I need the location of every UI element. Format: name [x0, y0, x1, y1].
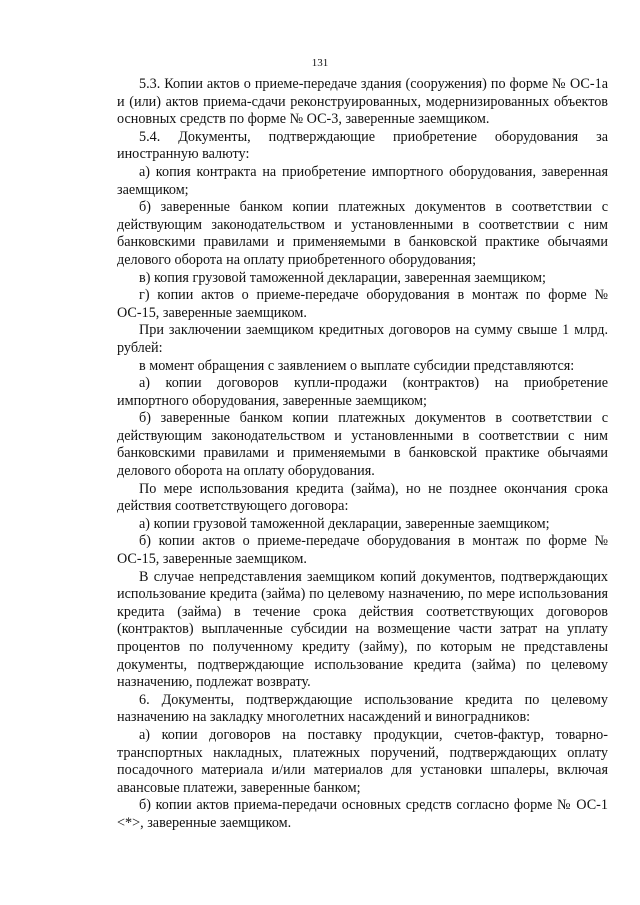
paragraph-6-b: б) копии актов приема-передачи основных средств согласно форме № ОС-1 <*>, заверенные заемщиком. [117, 797, 608, 831]
paragraph-5-4: 5.4. Документы, подтверждающие приобретение оборудования за иностранную валюту: [117, 128, 608, 163]
paragraph-at-application: в момент обращения с заявлением о выплате субсидии представляются: [139, 357, 575, 374]
paragraph-during-use-b: б) копии актов о приеме-передаче оборудования в монтаж по форме № ОС-15, заверенные заемщиком. [117, 533, 608, 568]
paragraph-during-use-a: а) копии грузовой таможенной декларации, заверенные заемщиком; [139, 515, 550, 532]
paragraph-6-a: а) копии договоров на поставку продукции, счетов-фактур, товарно-транспортных накладных, платежных поручений, подтверждающих оплату посадочного материала и/или материалов для установки шпалеры, включая авансовые платежи, заверенные банком; [117, 726, 608, 796]
paragraph-5-4-v: в) копия грузовой таможенной декларации, заверенная заемщиком; [139, 269, 546, 286]
paragraph-application-b: б) заверенные банком копии платежных документов в соответствии с действующим законодательством и установленными в соответствии с ним банковскими правилами и применяемыми в банковской практике обычаями делового оборота на оплату оборудования. [117, 410, 608, 480]
paragraph-6: 6. Документы, подтверждающие использование кредита по целевому назначению на закладку многолетних насаждений и виноградников: [117, 691, 608, 726]
paragraph-during-use: По мере использования кредита (займа), но не позднее окончания срока действия соответствующего договора: [117, 480, 608, 515]
paragraph-non-submission: В случае непредставления заемщиком копий документов, подтверждающих использование кредита (займа) по целевому назначению, по мере использования кредита (займа) в течение срока действия соответствующих договоров (контрактов) выплаченные субсидии на возмещение части затрат на уплату процентов по полученному кредиту (займу), по которым не представлены документы, подтверждающие использование кредита (займа) по целевому назначению, подлежат возврату. [117, 568, 608, 691]
page-number: 131 [311, 57, 329, 69]
paragraph-5-4-b: б) заверенные банком копии платежных документов в соответствии с действующим законодательством и установленными в соответствии с ним банковскими правилами и применяемыми в банковской практике обычаями делового оборота на оплату приобретенного оборудования; [117, 199, 608, 268]
paragraph-over-1-billion: При заключении заемщиком кредитных договоров на сумму свыше 1 млрд. рублей: [117, 322, 608, 356]
paragraph-5-3: 5.3. Копии актов о приеме-передаче здания (сооружения) по форме № ОС-1а и (или) актов приема-сдачи реконструированных, модернизированных объектов основных средств по форме № ОС-3, заверенные заемщиком. [117, 76, 608, 128]
paragraph-5-4-g: г) копии актов о приеме-передаче оборудования в монтаж по форме № ОС-15, заверенные заемщиком. [117, 287, 608, 321]
paragraph-application-a: а) копии договоров купли-продажи (контрактов) на приобретение импортного оборудования, заверенные заемщиком; [117, 375, 608, 409]
paragraph-5-4-a: а) копия контракта на приобретение импортного оборудования, заверенная заемщиком; [117, 163, 608, 198]
document-body [117, 76, 608, 833]
